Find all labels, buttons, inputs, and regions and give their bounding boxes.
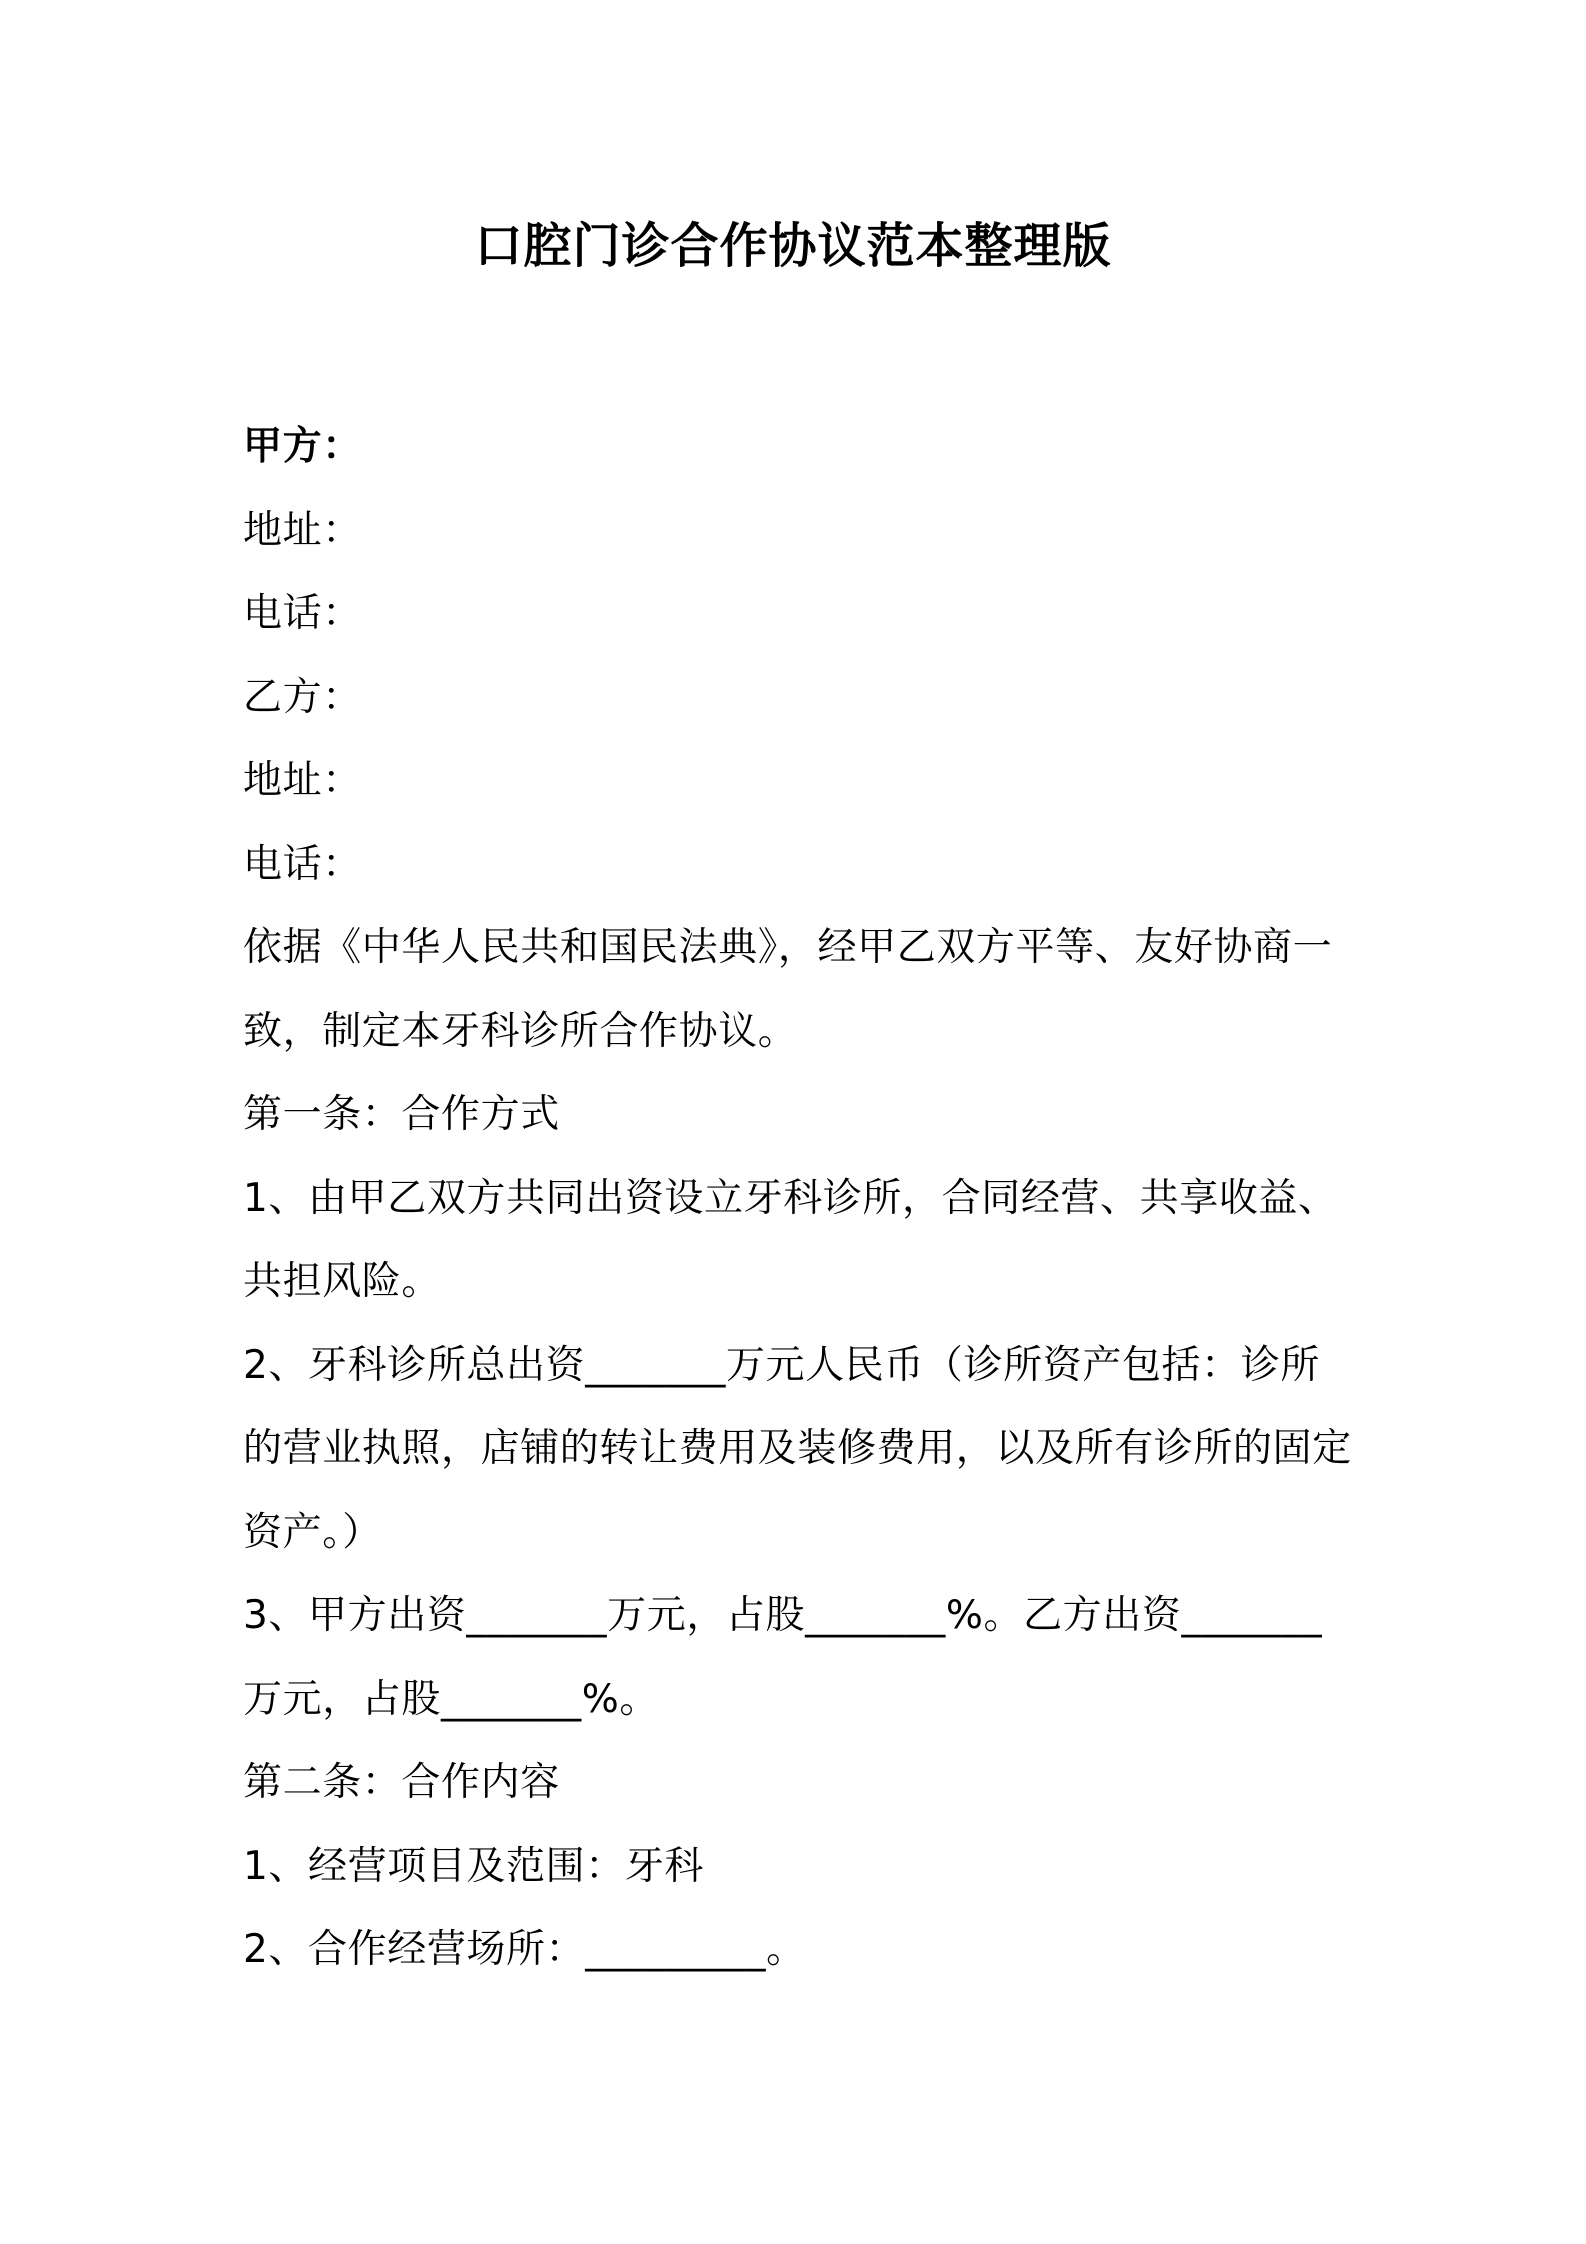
article-1-clause-3-line-2: 万元，占股_______%。 xyxy=(243,1676,659,1722)
document-body xyxy=(243,405,1363,1992)
article-2-clause-1: 1、经营项目及范围：牙科 xyxy=(243,1843,705,1889)
party-b-address-label: 地址： xyxy=(243,758,362,803)
article-1-clause-3-line-1: 3、甲方出资_______万元，占股_______%。乙方出资_______ xyxy=(243,1593,1323,1638)
preamble-line-1: 依据《中华人民共和国民法典》，经甲乙双方平等、友好协商一 xyxy=(243,925,1333,970)
party-b-phone-label: 电话： xyxy=(243,841,362,887)
article-2-clause-2: 2、合作经营场所：_________。 xyxy=(243,1927,806,1972)
article-1-clause-1-line-1: 1、由甲乙双方共同出资设立牙科诊所，合同经营、共享收益、 xyxy=(243,1175,1338,1221)
party-a-phone-label: 电话： xyxy=(243,591,362,636)
preamble-line-2: 致，制定本牙科诊所合作协议。 xyxy=(243,1008,798,1054)
article-2-heading: 第二条：合作内容 xyxy=(243,1760,560,1805)
party-b-label: 乙方： xyxy=(243,674,362,720)
article-1-clause-2-line-1: 2、牙科诊所总出资_______万元人民币（诊所资产包括：诊所 xyxy=(243,1342,1320,1388)
article-1-heading: 第一条：合作方式 xyxy=(243,1092,560,1137)
party-a-address-label: 地址： xyxy=(243,507,362,553)
document-title: 口腔门诊合作协议范本整理版 xyxy=(474,218,1112,274)
party-a-label: 甲方： xyxy=(243,424,362,469)
article-1-clause-2-line-2: 的营业执照，店铺的转让费用及装修费用，以及所有诊所的固定 xyxy=(243,1426,1352,1471)
article-1-clause-1-line-2: 共担风险。 xyxy=(243,1259,442,1304)
article-1-clause-2-line-3: 资产。） xyxy=(243,1509,382,1555)
